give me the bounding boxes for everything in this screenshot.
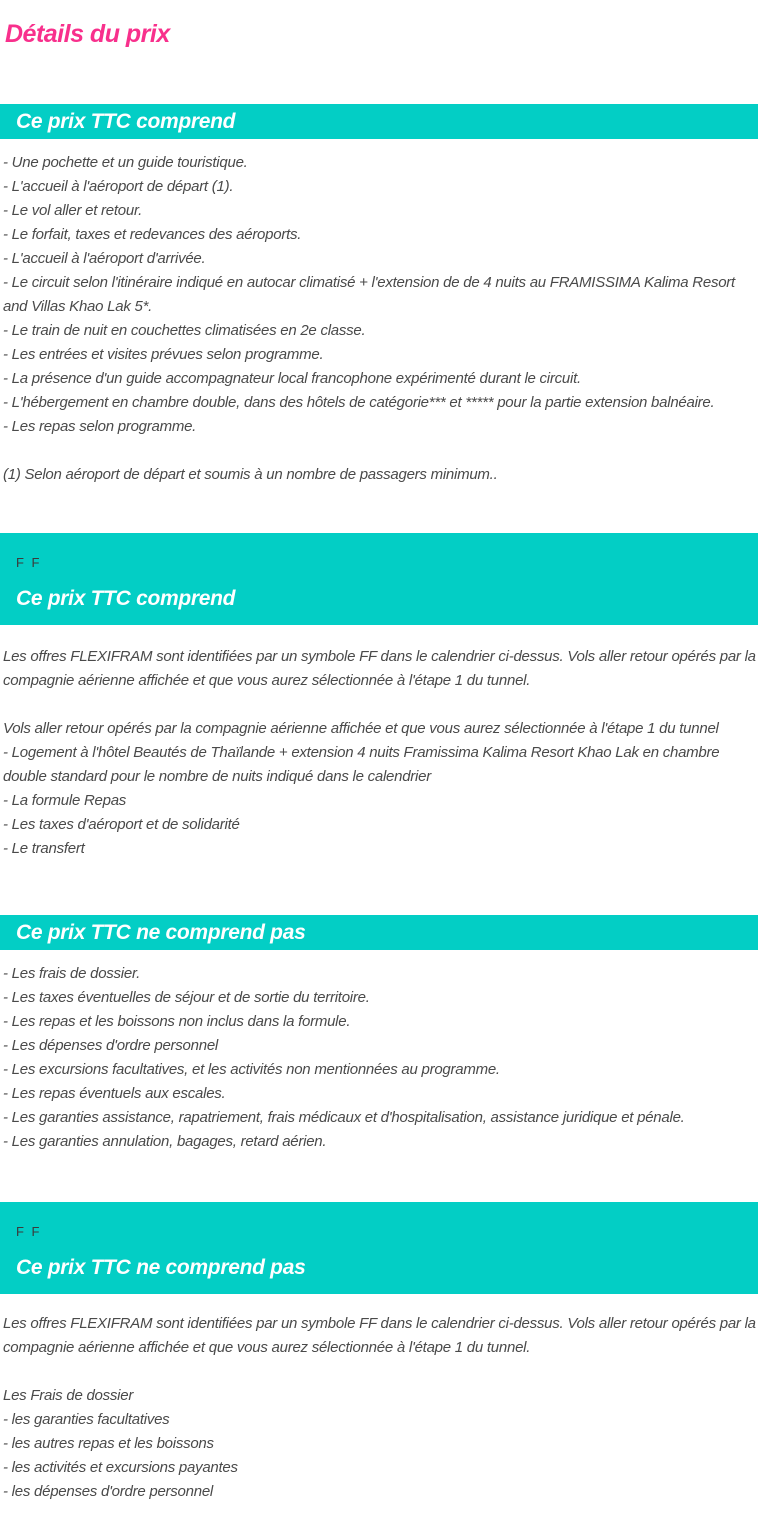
text-line: - La présence d'un guide accompagnateur local francophone expérimenté durant le circuit. — [3, 370, 581, 387]
text-line: - Une pochette et un guide touristique. — [3, 154, 248, 171]
text-line: - les garanties facultatives — [3, 1411, 170, 1428]
text-line: Les Frais de dossier — [3, 1387, 134, 1404]
page-title: Détails du prix — [5, 20, 170, 48]
text-line: - Le vol aller et retour. — [3, 202, 143, 219]
text-line: - L'accueil à l'aéroport de départ (1). — [3, 178, 234, 195]
text-line: - Les garanties annulation, bagages, retard aérien. — [3, 1133, 327, 1150]
section-header-title: Ce prix TTC ne comprend pas — [16, 920, 306, 944]
text-line: Vols aller retour opérés par la compagnie aérienne affichée et que vous aurez sélectionnée à l'étape 1 du tunnel — [3, 720, 719, 737]
text-line: - Les repas et les boissons non inclus dans la formule. — [3, 1013, 351, 1030]
text-line: - Les entrées et visites prévues selon programme. — [3, 346, 324, 363]
text-line: - Le train de nuit en couchettes climatisées en 2e classe. — [3, 322, 366, 339]
text-line: - les dépenses d'ordre personnel — [3, 1483, 213, 1500]
flexifram-intro-paragraph: Les offres FLEXIFRAM sont identifiées par un symbole FF dans le calendrier ci-dessus. Vols aller retour opérés par la compagnie aérienne affichée et que vous aurez sélectionnée à l'étape 1 du tunnel. — [3, 1315, 756, 1356]
text-line: - Les dépenses d'ordre personnel — [3, 1037, 219, 1054]
text-line: - les activités et excursions payantes — [3, 1459, 238, 1476]
ff-section-header-block — [0, 1202, 758, 1294]
included-items-list — [0, 151, 758, 439]
section-header-title: Ce prix TTC comprend — [16, 109, 236, 133]
text-line: - La formule Repas — [3, 792, 127, 809]
text-line: - les autres repas et les boissons — [3, 1435, 214, 1452]
text-line: - Les taxes d'aéroport et de solidarité — [3, 816, 240, 833]
text-line: - Logement à l'hôtel Beautés de Thaïlande + extension 4 nuits Framissima Kalima Resort Khao Lak en chambre double standard pour le nombre de nuits indiqué dans le calendrier — [3, 744, 720, 785]
text-line: - Le transfert — [3, 840, 85, 857]
section-price-excludes — [0, 915, 758, 1154]
section-flexifram-includes — [0, 533, 758, 861]
text-line: - Les garanties assistance, rapatriement, frais médicaux et d'hospitalisation, assistance juridique et pénale. — [3, 1109, 685, 1126]
section-flexifram-excludes — [0, 1202, 758, 1504]
flexifram-intro-paragraph: Les offres FLEXIFRAM sont identifiées par un symbole FF dans le calendrier ci-dessus. Vols aller retour opérés par la compagnie aérienne affichée et que vous aurez sélectionnée à l'étape 1 du tunnel. — [3, 648, 756, 689]
departure-airport-footnote: (1) Selon aéroport de départ et soumis à un nombre de passagers minimum.. — [3, 466, 498, 483]
section-header-title: Ce prix TTC ne comprend pas — [16, 1256, 306, 1279]
ff-section-header-block — [0, 533, 758, 625]
text-line: - Les repas selon programme. — [3, 418, 197, 435]
section-header-bar — [0, 915, 758, 950]
section-header-bar — [0, 104, 758, 139]
ff-badge: F F — [16, 1224, 42, 1239]
text-line: - Le circuit selon l'itinéraire indiqué en autocar climatisé + l'extension de de 4 nuits au FRAMISSIMA Kalima Resort and Villas Khao Lak 5*. — [3, 274, 735, 315]
section-price-includes — [0, 104, 758, 487]
text-line: - Les repas éventuels aux escales. — [3, 1085, 226, 1102]
ff-badge: F F — [16, 555, 42, 570]
section-header-title: Ce prix TTC comprend — [16, 587, 236, 610]
ff-excluded-items-list — [0, 1384, 758, 1504]
text-line: - Les frais de dossier. — [3, 965, 141, 982]
text-line: - L'hébergement en chambre double, dans des hôtels de catégorie*** et ***** pour la partie extension balnéaire. — [3, 394, 715, 411]
excluded-items-list — [0, 962, 758, 1154]
ff-included-items-list — [0, 717, 758, 861]
text-line: - Les excursions facultatives, et les activités non mentionnées au programme. — [3, 1061, 500, 1078]
text-line: - Le forfait, taxes et redevances des aéroports. — [3, 226, 302, 243]
text-line: - Les taxes éventuelles de séjour et de sortie du territoire. — [3, 989, 370, 1006]
text-line: - L'accueil à l'aéroport d'arrivée. — [3, 250, 206, 267]
